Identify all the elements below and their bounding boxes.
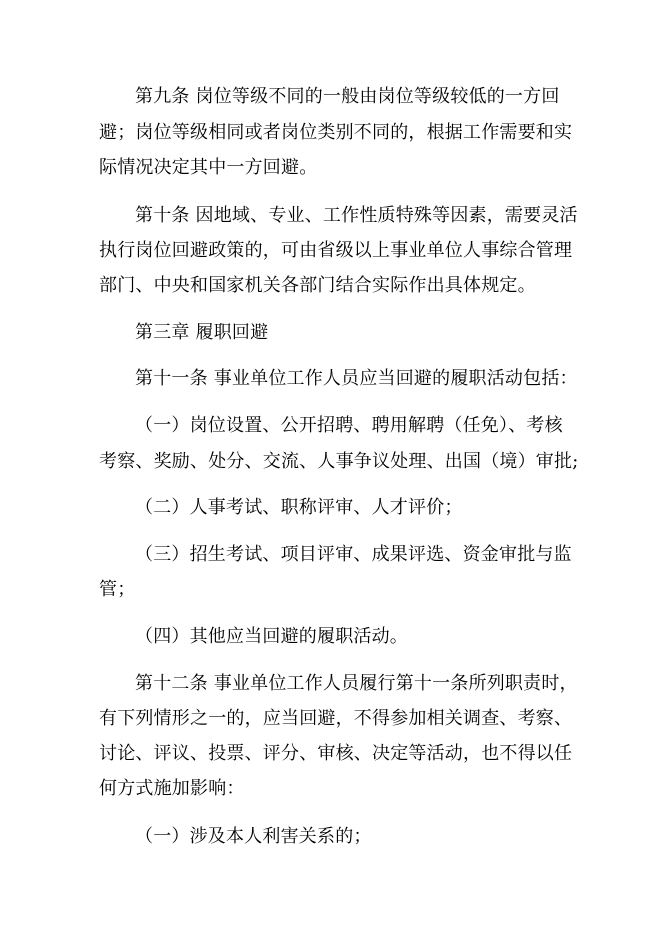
article-9-line-3: 际情况决定其中一方回避。 [99, 157, 318, 178]
article-12-line-4: 何方式施加影响： [99, 778, 245, 799]
article-11-item-1-line-2: 考察、奖励、处分、交流、人事争议处理、出国（境）审批; [99, 451, 579, 472]
article-10-line-2: 执行岗位回避政策的，可由省级以上事业单位人事综合管理 [99, 240, 573, 261]
chapter-3-heading: 第三章 履职回避 [135, 322, 269, 343]
article-11-item-4: （四）其他应当回避的履职活动。 [135, 626, 408, 647]
article-12-line-2: 有下列情形之一的，应当回避，不得参加相关调查、考察、 [99, 708, 573, 729]
article-11-item-3-line-1: （三）招生考试、项目评审、成果评选、资金审批与监 [135, 544, 572, 565]
article-9-line-2: 避；岗位等级相同或者岗位类别不同的，根据工作需要和实 [99, 122, 573, 143]
article-11-line-1: 第十一条 事业单位工作人员应当回避的履职活动包括： [135, 368, 578, 389]
article-11-item-1-line-1: （一）岗位设置、公开招聘、聘用解聘（任免）、考核 [135, 415, 563, 436]
article-10-line-1: 第十条 因地域、专业、工作性质特殊等因素，需要灵活 [135, 205, 578, 226]
article-9-line-1: 第九条 岗位等级不同的一般由岗位等级较低的一方回 [135, 86, 560, 107]
article-11-item-3-line-2: 管； [99, 579, 136, 600]
article-10-line-3: 部门、中央和国家机关各部门结合实际作出具体规定。 [99, 275, 536, 296]
article-11-item-2: （二）人事考试、职称评审、人才评价； [135, 497, 463, 518]
article-12-item-1: （一）涉及本人利害关系的； [135, 826, 372, 847]
article-12-line-3: 讨论、评议、投票、评分、审核、决定等活动，也不得以任 [99, 743, 573, 764]
article-12-line-1: 第十二条 事业单位工作人员履行第十一条所列职责时， [135, 673, 578, 694]
